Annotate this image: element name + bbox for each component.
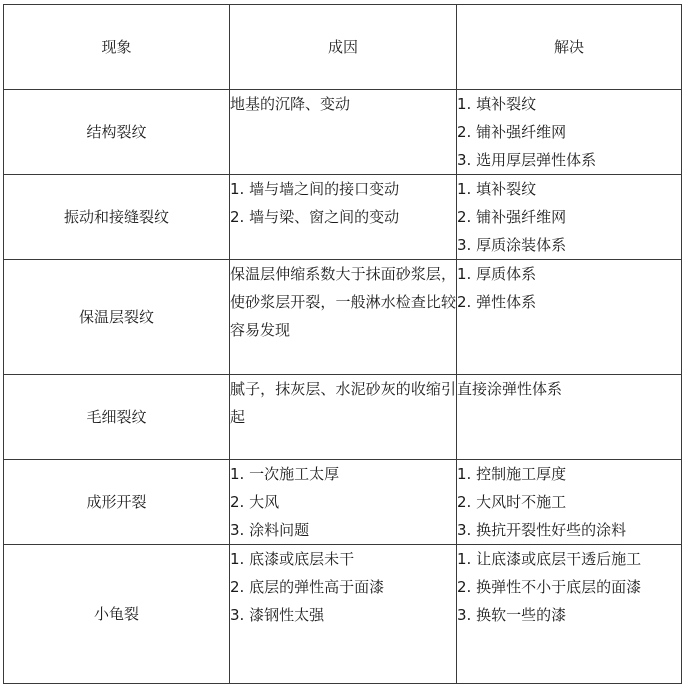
solution-line: 直接涂弹性体系 <box>457 380 563 398</box>
cause-line: 1. 底漆或底层未干 <box>230 550 355 568</box>
header-cause: 成因 <box>230 5 457 90</box>
solution-line: 2. 铺补强纤维网 <box>457 208 567 226</box>
cause-line: 2. 大风 <box>230 493 280 511</box>
solution-line: 1. 让底漆或底层干透后施工 <box>457 550 642 568</box>
table-row <box>4 545 682 684</box>
solution-line: 1. 填补裂纹 <box>457 95 537 113</box>
solution-line: 1. 填补裂纹 <box>457 180 537 198</box>
header-row <box>4 5 682 90</box>
solution-cell <box>457 460 682 545</box>
solution-line: 2. 大风时不施工 <box>457 493 567 511</box>
cause-line: 保温层伸缩系数大于抹面砂浆层，使砂浆层开裂，一般淋水检查比较容易发现 <box>230 265 456 339</box>
cause-line: 3. 漆钢性太强 <box>230 606 325 624</box>
phenomenon-cell: 振动和接缝裂纹 <box>4 175 230 260</box>
cause-cell <box>230 545 457 684</box>
solution-line: 2. 弹性体系 <box>457 293 537 311</box>
cause-line: 2. 底层的弹性高于面漆 <box>230 578 385 596</box>
solution-cell <box>457 90 682 175</box>
phenomenon-cell: 保温层裂纹 <box>4 260 230 375</box>
solution-line: 2. 换弹性不小于底层的面漆 <box>457 578 642 596</box>
solution-cell <box>457 175 682 260</box>
cause-cell <box>230 375 457 460</box>
solution-cell <box>457 260 682 375</box>
table-row <box>4 175 682 260</box>
solution-line: 1. 控制施工厚度 <box>457 465 567 483</box>
table-row <box>4 460 682 545</box>
phenomenon-cell: 结构裂纹 <box>4 90 230 175</box>
table-row <box>4 375 682 460</box>
solution-line: 1. 厚质体系 <box>457 265 537 283</box>
cause-line: 3. 涂料问题 <box>230 521 310 539</box>
solution-line: 2. 铺补强纤维网 <box>457 123 567 141</box>
solution-cell <box>457 545 682 684</box>
cause-cell <box>230 175 457 260</box>
cause-line: 腻子，抹灰层、水泥砂灰的收缩引起 <box>230 380 456 426</box>
phenomenon-cell: 小龟裂 <box>4 545 230 684</box>
solution-line: 3. 选用厚层弹性体系 <box>457 151 597 169</box>
cause-cell <box>230 460 457 545</box>
header-phenomenon: 现象 <box>4 5 230 90</box>
solution-line: 3. 厚质涂装体系 <box>457 236 567 254</box>
cause-line: 1. 墙与墙之间的接口变动 <box>230 180 400 198</box>
table-row <box>4 260 682 375</box>
phenomenon-cell: 毛细裂纹 <box>4 375 230 460</box>
header-solution: 解决 <box>457 5 682 90</box>
solution-line: 3. 换软一些的漆 <box>457 606 567 624</box>
cause-line: 2. 墙与梁、窗之间的变动 <box>230 208 400 226</box>
cause-line: 地基的沉降、变动 <box>230 95 351 113</box>
crack-table <box>3 4 682 684</box>
phenomenon-cell: 成形开裂 <box>4 460 230 545</box>
solution-cell <box>457 375 682 460</box>
table-row <box>4 90 682 175</box>
cause-cell <box>230 260 457 375</box>
cause-line: 1. 一次施工太厚 <box>230 465 340 483</box>
solution-line: 3. 换抗开裂性好些的涂料 <box>457 521 627 539</box>
cause-cell <box>230 90 457 175</box>
